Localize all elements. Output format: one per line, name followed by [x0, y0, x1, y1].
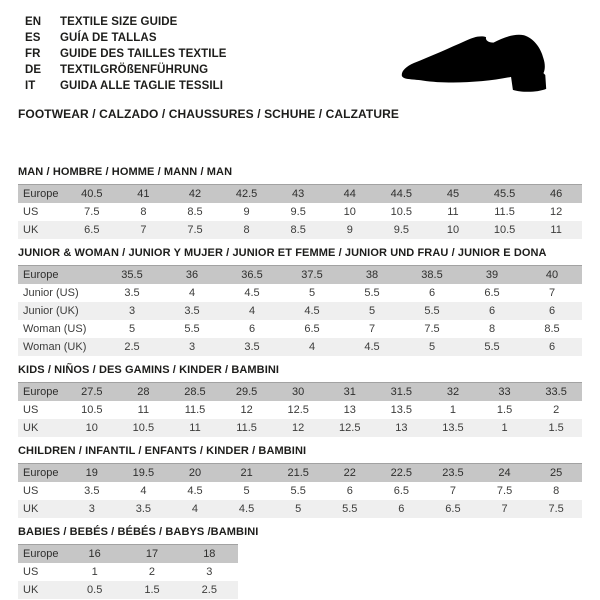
size-value-cell: 5.5 — [364, 287, 380, 299]
size-value-cell: 13.5 — [390, 404, 413, 416]
size-value-cell: 31 — [343, 386, 356, 398]
size-value-cell: 4.5 — [304, 305, 320, 317]
size-table-row — [18, 401, 582, 419]
size-value-cell: 38.5 — [421, 269, 443, 281]
size-value-cell: 4 — [248, 305, 256, 317]
section-title-junior-woman: JUNIOR & WOMAN / JUNIOR Y MUJER / JUNIOR ET FEMME / JUNIOR UND FRAU / JUNIOR E DONA — [18, 247, 547, 259]
size-table-children — [18, 463, 582, 518]
size-value-cell: 7.5 — [84, 206, 100, 218]
size-value-cell: 24 — [498, 467, 511, 479]
size-value-cell: 42 — [188, 188, 202, 200]
size-value-cell: 6 — [346, 485, 353, 497]
size-value-cell: 7.5 — [424, 323, 440, 335]
section-man — [18, 166, 582, 239]
size-value-cell: 1.5 — [144, 584, 160, 596]
size-table-row — [18, 266, 582, 284]
size-table-row — [18, 545, 238, 563]
lang-text: TEXTILE SIZE GUIDE — [60, 16, 178, 28]
section-title-kids: KIDS / NIÑOS / DES GAMINS / KINDER / BAMBINI — [18, 364, 280, 376]
size-value-cell: 0.5 — [87, 584, 103, 596]
size-value-cell: 21.5 — [287, 467, 309, 479]
size-value-cell: 7 — [368, 323, 376, 335]
size-value-cell: 10 — [85, 422, 98, 434]
size-value-cell: 13 — [395, 422, 408, 434]
row-label: US — [23, 485, 39, 497]
size-table-junior-woman — [18, 265, 582, 356]
row-label: Europe — [23, 467, 59, 479]
size-value-cell: 37.5 — [301, 269, 323, 281]
size-value-cell: 8 — [488, 323, 496, 335]
size-value-cell: 36.5 — [241, 269, 263, 281]
row-label: Europe — [23, 386, 59, 398]
size-value-cell: 12 — [550, 206, 563, 218]
size-table-row — [18, 419, 582, 437]
size-value-cell: 11.5 — [236, 422, 257, 434]
section-title-children: CHILDREN / INFANTIL / ENFANTS / KINDER / BAMBINI — [18, 445, 307, 457]
size-value-cell: 9.5 — [290, 206, 306, 218]
size-table-row — [18, 284, 582, 302]
size-value-cell: 16 — [88, 548, 101, 560]
size-value-cell: 3.5 — [124, 287, 140, 299]
size-value-cell: 5.5 — [342, 503, 358, 515]
lang-code: DE — [25, 64, 42, 76]
size-value-cell: 10.5 — [81, 404, 103, 416]
size-value-cell: 6 — [398, 503, 405, 515]
size-value-cell: 5 — [428, 341, 436, 353]
size-value-cell: 6.5 — [84, 224, 100, 236]
size-value-cell: 8 — [243, 224, 250, 236]
size-value-cell: 3 — [206, 566, 213, 578]
size-value-cell: 1.5 — [548, 422, 564, 434]
size-value-cell: 23.5 — [442, 467, 464, 479]
size-value-cell: 9.5 — [393, 224, 409, 236]
size-value-cell: 7.5 — [496, 485, 513, 497]
lang-text: TEXTILGRÖßENFÜHRUNG — [60, 64, 209, 76]
size-value-cell: 6 — [488, 305, 496, 317]
size-value-cell: 44 — [343, 188, 356, 200]
size-table-row — [18, 464, 582, 482]
size-value-cell: 25 — [550, 467, 563, 479]
row-label: US — [23, 206, 39, 218]
size-table-babies — [18, 544, 238, 599]
size-value-cell: 21 — [240, 467, 253, 479]
size-value-cell: 35.5 — [121, 269, 143, 281]
section-junior-woman — [18, 247, 582, 356]
size-value-cell: 6.5 — [484, 287, 500, 299]
size-value-cell: 38 — [365, 269, 379, 281]
size-value-cell: 41 — [137, 188, 150, 200]
size-value-cell: 28.5 — [184, 386, 206, 398]
size-value-cell: 33.5 — [545, 386, 567, 398]
size-value-cell: 5.5 — [424, 305, 440, 317]
size-value-cell: 2 — [148, 566, 156, 578]
size-value-cell: 3.5 — [184, 305, 200, 317]
size-value-cell: 7 — [501, 503, 508, 515]
lang-code: FR — [25, 48, 41, 60]
row-label: UK — [23, 224, 39, 236]
size-value-cell: 1 — [91, 566, 98, 578]
lang-text: GUÍA DE TALLAS — [60, 32, 157, 44]
size-value-cell: 9 — [346, 224, 353, 236]
lang-code: ES — [25, 32, 41, 44]
size-table-row — [18, 581, 238, 599]
size-value-cell: 11 — [137, 404, 150, 416]
size-value-cell: 29.5 — [235, 386, 258, 398]
size-value-cell: 11 — [189, 422, 201, 434]
size-value-cell: 4.5 — [238, 503, 255, 515]
size-value-cell: 33 — [498, 386, 511, 398]
size-table-row — [18, 185, 582, 203]
size-value-cell: 5 — [295, 503, 302, 515]
size-value-cell: 19 — [85, 467, 98, 479]
size-table-row — [18, 203, 582, 221]
size-value-cell: 40.5 — [81, 188, 103, 200]
size-value-cell: 6 — [548, 341, 556, 353]
size-value-cell: 3.5 — [244, 341, 260, 353]
size-value-cell: 2.5 — [201, 584, 217, 596]
size-value-cell: 6 — [548, 305, 556, 317]
size-value-cell: 8.5 — [290, 224, 306, 236]
size-value-cell: 12.5 — [287, 404, 309, 416]
size-value-cell: 12 — [240, 404, 253, 416]
size-value-cell: 31.5 — [390, 386, 413, 398]
size-table-row — [18, 500, 582, 518]
row-label: Woman (US) — [23, 323, 87, 335]
row-label: US — [23, 404, 39, 416]
size-value-cell: 4 — [191, 503, 199, 515]
row-label: Junior (US) — [23, 287, 79, 299]
size-table-row — [18, 320, 582, 338]
size-value-cell: 13 — [343, 404, 356, 416]
size-value-cell: 10.5 — [390, 206, 413, 218]
size-value-cell: 8.5 — [187, 206, 203, 218]
section-kids — [18, 364, 582, 437]
size-value-cell: 39 — [485, 269, 499, 281]
size-value-cell: 4 — [140, 485, 147, 497]
size-value-cell: 2.5 — [124, 341, 140, 353]
size-value-cell: 7 — [449, 485, 457, 497]
size-table-row — [18, 338, 582, 356]
size-value-cell: 7.5 — [187, 224, 203, 236]
size-value-cell: 11.5 — [494, 206, 515, 218]
size-table-row — [18, 383, 582, 401]
size-value-cell: 4 — [188, 287, 196, 299]
size-value-cell: 7 — [140, 224, 147, 236]
size-value-cell: 45 — [446, 188, 460, 200]
size-value-cell: 5 — [128, 323, 136, 335]
size-value-cell: 4.5 — [364, 341, 380, 353]
size-value-cell: 11.5 — [184, 404, 206, 416]
size-value-cell: 10.5 — [493, 224, 516, 236]
size-value-cell: 5 — [243, 485, 250, 497]
size-value-cell: 4.5 — [187, 485, 203, 497]
size-value-cell: 30 — [292, 386, 305, 398]
size-value-cell: 32 — [446, 386, 460, 398]
row-label: Woman (UK) — [23, 341, 87, 353]
lang-code: EN — [25, 16, 42, 28]
size-value-cell: 1.5 — [496, 404, 513, 416]
size-table-man — [18, 184, 582, 239]
size-value-cell: 3 — [88, 503, 95, 515]
size-value-cell: 4 — [308, 341, 316, 353]
size-value-cell: 3.5 — [135, 503, 152, 515]
dress-shoe-icon — [396, 26, 578, 100]
size-table-row — [18, 482, 582, 500]
lang-text: GUIDA ALLE TAGLIE TESSILI — [60, 80, 224, 92]
size-table-row — [18, 563, 238, 581]
row-label: UK — [23, 503, 39, 515]
size-table-row — [18, 221, 582, 239]
size-value-cell: 10 — [343, 206, 356, 218]
size-value-cell: 1 — [501, 422, 508, 434]
size-value-cell: 9 — [243, 206, 250, 218]
row-label: UK — [23, 584, 39, 596]
size-value-cell: 10 — [446, 224, 460, 236]
size-table-kids — [18, 382, 582, 437]
section-title-babies: BABIES / BEBÉS / BÉBÉS / BABYS /BAMBINI — [18, 526, 259, 538]
size-value-cell: 6.5 — [304, 323, 320, 335]
size-value-cell: 5.5 — [484, 341, 500, 353]
size-value-cell: 4.5 — [244, 287, 260, 299]
size-value-cell: 6.5 — [445, 503, 461, 515]
size-value-cell: 10.5 — [132, 422, 155, 434]
size-value-cell: 7.5 — [548, 503, 564, 515]
size-value-cell: 8 — [553, 485, 560, 497]
size-value-cell: 19.5 — [132, 467, 155, 479]
size-value-cell: 8 — [140, 206, 147, 218]
size-value-cell: 28 — [137, 386, 150, 398]
size-value-cell: 7 — [548, 287, 556, 299]
size-value-cell: 6 — [248, 323, 256, 335]
lang-code: IT — [25, 80, 36, 92]
size-value-cell: 5 — [368, 305, 376, 317]
size-value-cell: 2 — [553, 404, 560, 416]
row-label: UK — [23, 422, 39, 434]
size-value-cell: 5 — [308, 287, 316, 299]
size-value-cell: 6 — [428, 287, 436, 299]
size-value-cell: 5.5 — [290, 485, 306, 497]
size-value-cell: 3 — [188, 341, 196, 353]
size-value-cell: 22 — [343, 467, 356, 479]
size-value-cell: 11 — [550, 224, 562, 236]
size-value-cell: 42.5 — [235, 188, 258, 200]
row-label: Europe — [23, 269, 59, 281]
row-label: Europe — [23, 188, 59, 200]
size-value-cell: 36 — [185, 269, 199, 281]
size-value-cell: 11 — [447, 206, 459, 218]
category-title: FOOTWEAR / CALZADO / CHAUSSURES / SCHUHE / CALZATURE — [18, 107, 399, 121]
section-children — [18, 445, 582, 518]
size-value-cell: 43 — [292, 188, 305, 200]
size-value-cell: 18 — [203, 548, 216, 560]
size-value-cell: 1 — [449, 404, 457, 416]
size-value-cell: 46 — [550, 188, 563, 200]
size-value-cell: 27.5 — [81, 386, 103, 398]
size-value-cell: 22.5 — [390, 467, 413, 479]
lang-text: GUIDE DES TAILLES TEXTILE — [60, 48, 227, 60]
row-label: Junior (UK) — [23, 305, 79, 317]
size-value-cell: 44.5 — [390, 188, 413, 200]
size-value-cell: 5.5 — [184, 323, 200, 335]
size-table-row — [18, 302, 582, 320]
size-value-cell: 12.5 — [339, 422, 361, 434]
size-value-cell: 12 — [292, 422, 305, 434]
section-babies — [18, 526, 582, 599]
size-value-cell: 3.5 — [84, 485, 100, 497]
size-value-cell: 13.5 — [442, 422, 464, 434]
size-value-cell: 40 — [545, 269, 559, 281]
size-value-cell: 6.5 — [393, 485, 409, 497]
section-title-man: MAN / HOMBRE / HOMME / MANN / MAN — [18, 166, 233, 178]
size-value-cell: 3 — [128, 305, 136, 317]
row-label: US — [23, 566, 39, 578]
size-value-cell: 17 — [145, 548, 159, 560]
size-value-cell: 20 — [188, 467, 202, 479]
row-label: Europe — [23, 548, 59, 560]
size-value-cell: 8.5 — [544, 323, 560, 335]
size-value-cell: 45.5 — [493, 188, 516, 200]
